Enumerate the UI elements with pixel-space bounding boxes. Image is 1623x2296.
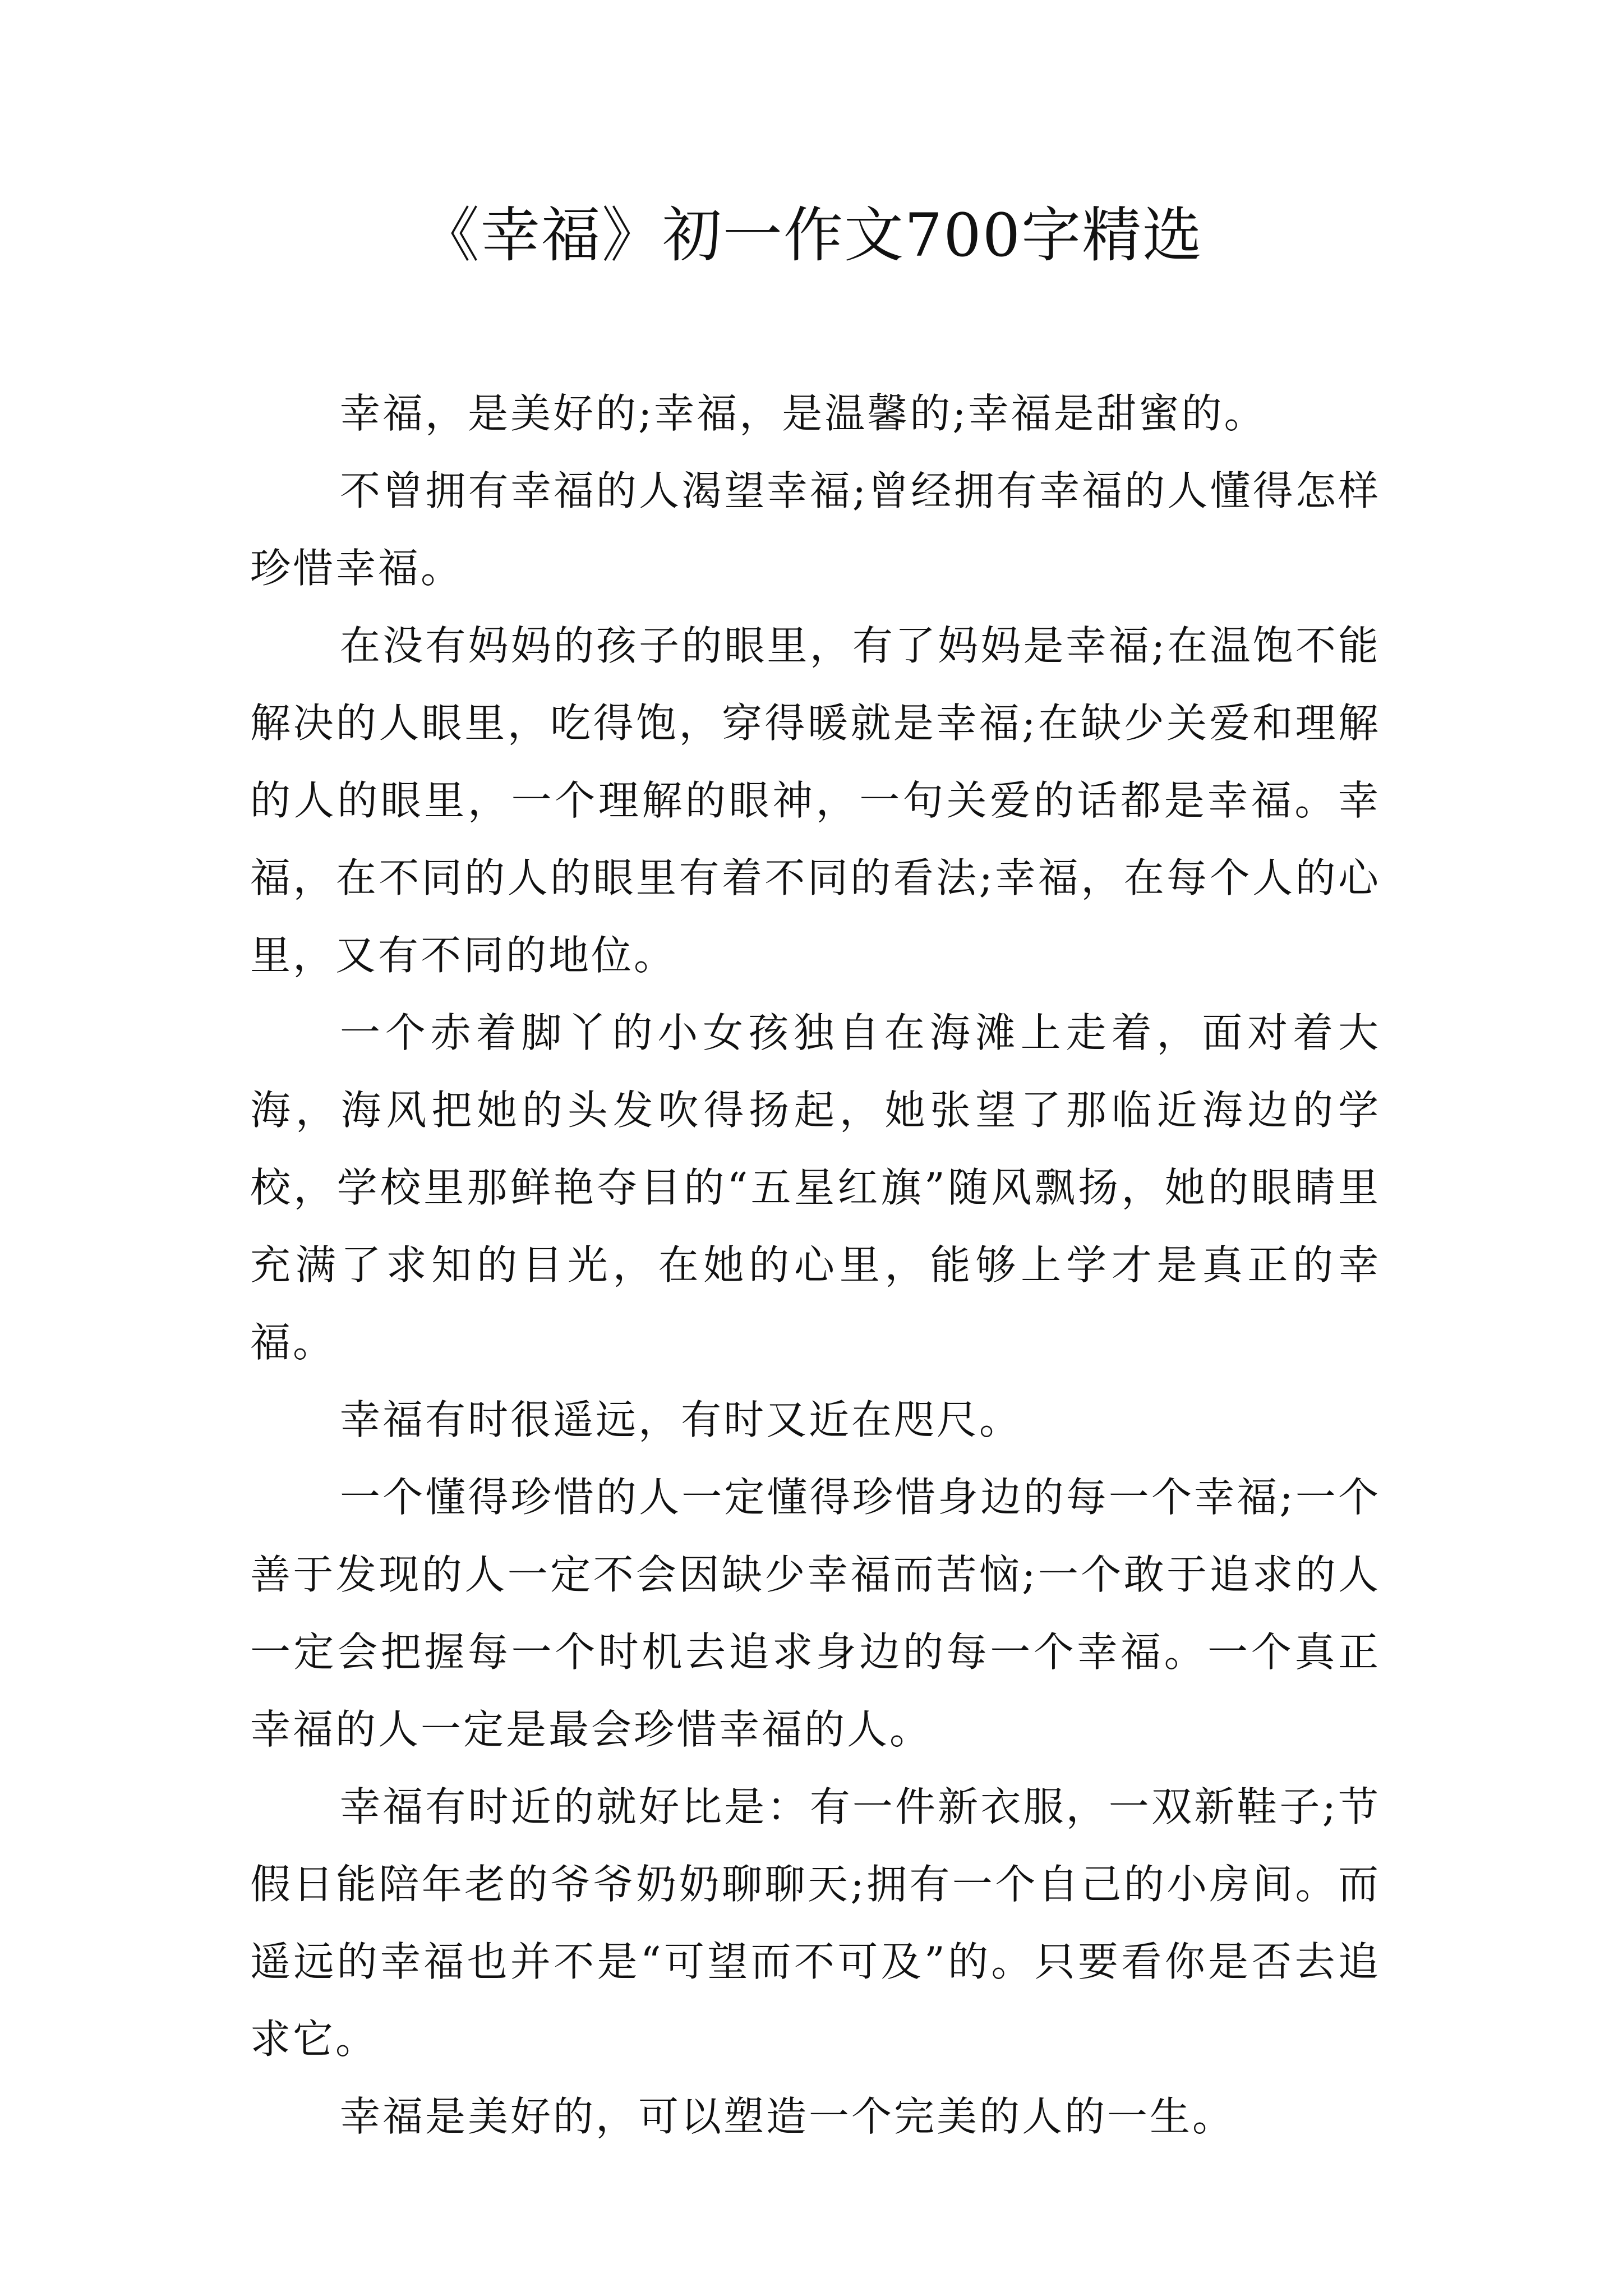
document-body xyxy=(250,375,1381,2155)
paragraph: 在没有妈妈的孩子的眼里，有了妈妈是幸福;在温饱不能解决的人眼里，吃得饱，穿得暖就是幸福;在缺少关爱和理解的人的眼里，一个理解的眼神，一句关爱的话都是幸福。幸福，在不同的人的眼里有着不同的看法;幸福，在每个人的心里，又有不同的地位。 xyxy=(250,622,1381,979)
paragraph: 幸福是美好的，可以塑造一个完美的人的一生。 xyxy=(340,2093,1235,2140)
paragraph: 一个赤着脚丫的小女孩独自在海滩上走着，面对着大海，海风把她的头发吹得扬起，她张望了那临近海边的学校，学校里那鲜艳夺目的“五星红旗”随风飘扬，她的眼睛里充满了求知的目光，在她的心里，能够上学才是真正的幸福。 xyxy=(250,1009,1381,1366)
paragraph: 一个懂得珍惜的人一定懂得珍惜身边的每一个幸福;一个善于发现的人一定不会因缺少幸福而苦恼;一个敢于追求的人一定会把握每一个时机去追求身边的每一个幸福。一个真正幸福的人一定是最会珍惜幸福的人。 xyxy=(250,1474,1381,1753)
paragraph: 幸福，是美好的;幸福，是温馨的;幸福是甜蜜的。 xyxy=(340,390,1267,437)
paragraph: 幸福有时很遥远，有时又近在咫尺。 xyxy=(340,1396,1022,1443)
paragraph: 不曾拥有幸福的人渴望幸福;曾经拥有幸福的人懂得怎样珍惜幸福。 xyxy=(250,467,1381,592)
document-title: 《幸福》初一作文700字精选 xyxy=(419,201,1204,270)
paragraph: 幸福有时近的就好比是：有一件新衣服，一双新鞋子;节假日能陪年老的爷爷奶奶聊聊天;拥有一个自己的小房间。而遥远的幸福也并不是“可望而不可及”的。只要看你是否去追求它。 xyxy=(250,1783,1381,2063)
